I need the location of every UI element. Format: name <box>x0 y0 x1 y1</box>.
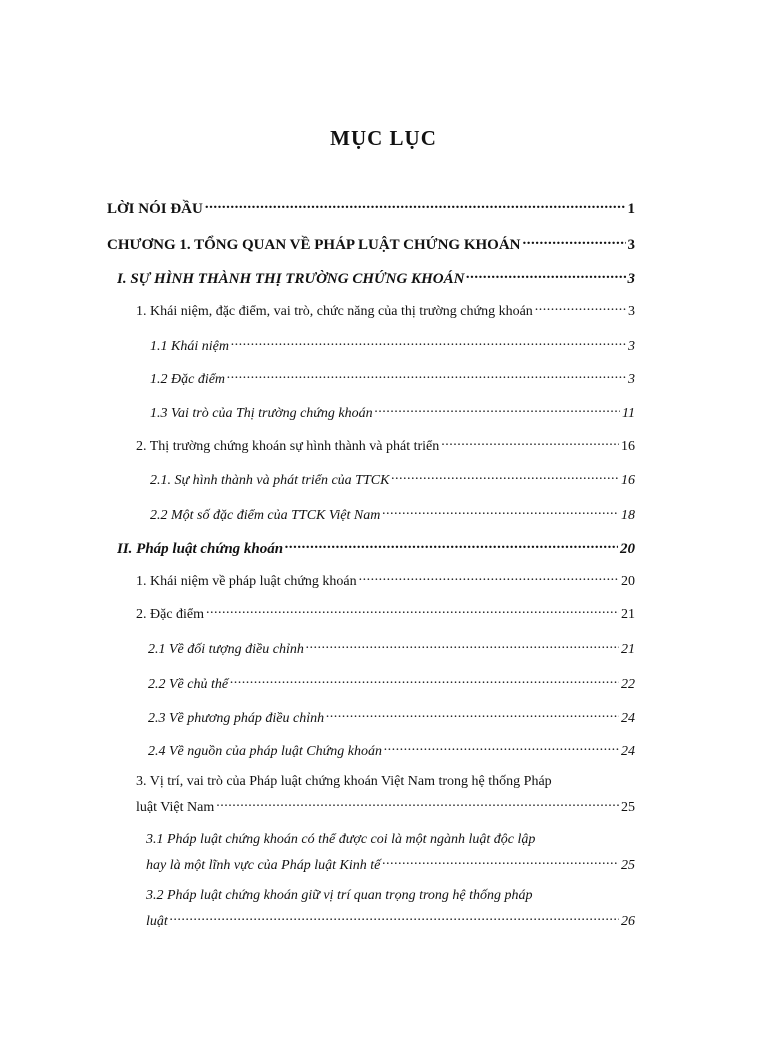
toc-page-number: 21 <box>621 607 635 622</box>
toc-entry-text: 1.2 Đặc điểm <box>150 372 226 387</box>
dot-leader <box>384 741 619 755</box>
toc-entry[interactable] <box>148 639 635 658</box>
toc-entry-text: 2.1 Về đối tượng điều chỉnh <box>148 642 304 657</box>
dot-leader <box>285 538 618 553</box>
dot-leader <box>231 336 626 350</box>
toc-entry[interactable] <box>136 797 635 816</box>
toc-entry[interactable] <box>136 436 635 455</box>
dot-leader <box>535 301 626 315</box>
toc-entry[interactable] <box>117 268 635 288</box>
dot-leader <box>382 505 619 519</box>
toc-entry-text: 1.1 Khái niệm <box>150 339 229 354</box>
toc-page-number: 11 <box>622 406 635 421</box>
toc-entry-text: 2.2 Về chủ thể <box>148 677 229 692</box>
toc-entry-text: luật <box>146 914 168 929</box>
toc-entry[interactable] <box>148 741 635 760</box>
toc-entry[interactable] <box>107 234 635 254</box>
toc-page-number: 24 <box>621 711 635 726</box>
toc-page-number: 3 <box>628 304 635 319</box>
toc-entry[interactable] <box>148 674 635 693</box>
toc-page-number: 16 <box>621 473 635 488</box>
toc-page-number: 26 <box>621 914 635 929</box>
toc-entry[interactable] <box>150 336 635 355</box>
toc-entry[interactable] <box>136 604 635 623</box>
toc-entry-text: 1. Khái niệm, đặc điểm, vai trò, chức năng của thị trường chứng khoán <box>136 304 533 319</box>
dot-leader <box>523 234 626 249</box>
toc-entry[interactable] <box>150 403 635 422</box>
dot-leader <box>382 855 619 869</box>
toc-entry[interactable] <box>136 571 635 590</box>
toc-page-number: 3 <box>627 271 635 287</box>
dot-leader <box>375 403 620 417</box>
toc-entry-line1: 3.2 Pháp luật chứng khoán giữ vị trí quan trọng trong hệ thống pháp <box>146 888 533 903</box>
toc-page-number: 24 <box>621 744 635 759</box>
dot-leader <box>306 639 619 653</box>
dot-leader <box>206 604 619 618</box>
toc-page-number: 25 <box>621 800 635 815</box>
toc-entry-text: I. SỰ HÌNH THÀNH THỊ TRƯỜNG CHỨNG KHOÁN <box>117 271 465 287</box>
toc-entry-text: 2.4 Về nguồn của pháp luật Chứng khoán <box>148 744 382 759</box>
toc-entry-text: CHƯƠNG 1. TỔNG QUAN VỀ PHÁP LUẬT CHỨNG KHOÁN <box>107 237 521 253</box>
toc-page-number: 18 <box>621 508 635 523</box>
toc-entry[interactable] <box>117 538 635 558</box>
dot-leader <box>227 369 626 383</box>
toc-page-number: 25 <box>621 858 635 873</box>
toc-entry-text: 2.3 Về phương pháp điều chỉnh <box>148 711 325 726</box>
toc-entry-text: hay là một lĩnh vực của Pháp luật Kinh tế <box>146 858 381 873</box>
toc-entry-text: 1. Khái niệm về pháp luật chứng khoán <box>136 574 357 589</box>
toc-entry[interactable] <box>150 470 635 489</box>
toc-entry-text: 2.2 Một số đặc điểm của TTCK Việt Nam <box>150 508 381 523</box>
toc-entry-text: luật Việt Nam <box>136 800 215 815</box>
dot-leader <box>326 708 619 722</box>
dot-leader <box>230 674 619 688</box>
toc-page-number: 3 <box>628 372 635 387</box>
toc-entry[interactable] <box>136 301 635 320</box>
toc-entry-text: II. Pháp luật chứng khoán <box>117 541 284 557</box>
toc-page-number: 22 <box>621 677 635 692</box>
dot-leader <box>216 797 619 811</box>
toc-page-number: 3 <box>628 339 635 354</box>
toc-page-number: 20 <box>620 541 635 557</box>
dot-leader <box>466 268 625 283</box>
toc-entry[interactable] <box>150 369 635 388</box>
toc-page-number: 1 <box>627 201 635 217</box>
dot-leader <box>205 198 626 213</box>
toc-page-number: 21 <box>621 642 635 657</box>
toc-page-number: 3 <box>627 237 635 253</box>
dot-leader <box>170 911 619 925</box>
toc-entry[interactable] <box>107 198 635 218</box>
toc-entry-line1: 3. Vị trí, vai trò của Pháp luật chứng khoán Việt Nam trong hệ thống Pháp <box>136 774 552 789</box>
toc-entry[interactable] <box>146 855 635 874</box>
dot-leader <box>391 470 619 484</box>
toc-entry-line1: 3.1 Pháp luật chứng khoán có thể được coi là một ngành luật độc lập <box>146 832 536 847</box>
toc-entry[interactable] <box>148 708 635 727</box>
dot-leader <box>441 436 619 450</box>
toc-entry-text: 2. Thị trường chứng khoán sự hình thành và phát triển <box>136 439 440 454</box>
toc-entry-text: LỜI NÓI ĐẦU <box>107 201 203 217</box>
page-title: MỤC LỤC <box>330 126 437 150</box>
toc-page-number: 20 <box>621 574 635 589</box>
toc-entry-text: 1.3 Vai trò của Thị trường chứng khoán <box>150 406 373 421</box>
toc-entry-text: 2. Đặc điểm <box>136 607 205 622</box>
toc-page-number: 16 <box>621 439 635 454</box>
dot-leader <box>359 571 619 585</box>
toc-entry-text: 2.1. Sự hình thành và phát triển của TTCK <box>150 473 390 488</box>
toc-entry[interactable] <box>150 505 635 524</box>
toc-entry[interactable] <box>146 911 635 930</box>
